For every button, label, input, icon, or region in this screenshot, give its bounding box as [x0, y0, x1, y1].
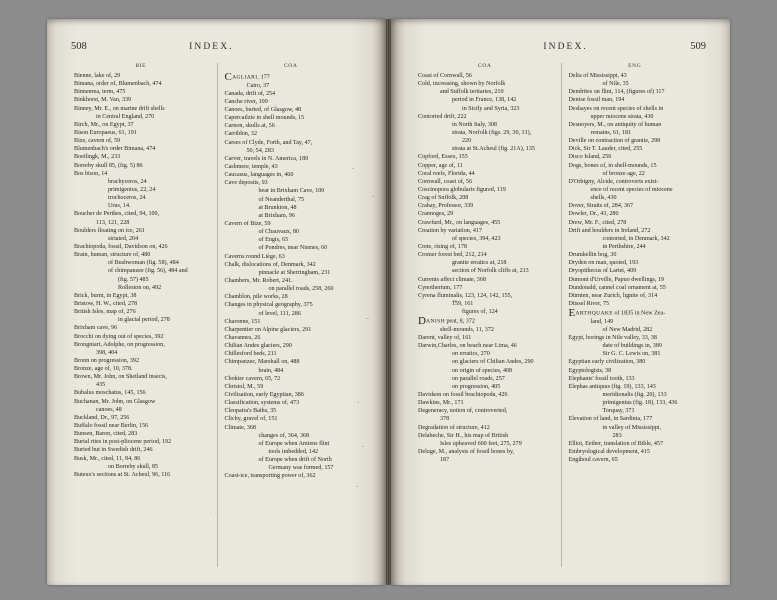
index-entry: date of buildings in, 389: [602, 343, 662, 350]
columns-left: [67, 63, 366, 567]
index-entry: Engihoul cavern, 65: [568, 457, 618, 464]
index-entry: Elevation of land, in Sardinia, 177: [568, 416, 653, 423]
index-entry: of Bushwoman (fig. 58), 484: [108, 260, 179, 267]
index-entry: Bronze, age of, 10, 378.: [74, 366, 133, 373]
index-entry: Drift and boulders in Ireland, 272: [568, 227, 651, 234]
index-entry: of New Madrid, 282: [602, 326, 653, 333]
index-entry: Delabeche, Sir H., his map of British: [418, 432, 509, 439]
index-entry: Crag of Suffolk, 208: [418, 195, 469, 202]
index-entry: tools imbedded, 142: [268, 448, 319, 455]
index-entry: of chimpanzee (fig. 56), 484 and: [108, 268, 188, 275]
index-entry: brachyceros, 24: [108, 178, 147, 185]
index-entry: Boetlingk, M., 233: [74, 154, 121, 161]
index-entry: at Brixham, 96: [258, 212, 295, 219]
index-entry: Elephants' fossil tooth, 133: [568, 375, 635, 382]
paper-speck: [356, 486, 358, 487]
index-entry: 435: [96, 382, 106, 389]
index-entry: of Neanderthal, 75: [258, 196, 305, 203]
column-right-1: [411, 63, 561, 567]
index-entry: Degeneracy, notion of, controverted,: [418, 408, 508, 415]
index-entry: on parallel roads, 258, 260: [268, 286, 334, 293]
index-entry: Climate, 368: [224, 424, 256, 431]
catchword-right-1: COA: [478, 63, 492, 69]
index-entry: Christol, M., 59: [224, 383, 264, 390]
index-entry: Cave deposits, 93: [224, 180, 268, 187]
index-entry: Buteux's sections at St. Acheul, 96, 116: [74, 471, 171, 478]
index-entry: Bunsen, Baron, cited, 283: [74, 431, 138, 438]
index-entry: Crawfurd, Mr., on languages, 455: [418, 219, 501, 226]
index-entry: Buckland, Dr., 97, 256: [74, 414, 130, 421]
catchword-left-2: COA: [284, 63, 298, 69]
index-entry: Chilian Andes glaciers, 290: [224, 343, 292, 350]
index-entry: Copford, Essex, 155: [418, 154, 468, 161]
index-entry: Copper, age of, 11: [418, 162, 463, 169]
index-entry: shell-mounds, 11, 372: [440, 326, 494, 333]
index-entry: Torquay, 371: [602, 408, 635, 415]
index-entry: Chambers, Mr. Robert, 241.: [224, 278, 293, 285]
index-entry: Crete, rising of, 178: [418, 243, 467, 250]
index-entry: Delta of Mississippi, 43: [568, 73, 627, 79]
index-entry: Coast-ice, transporting power of, 362: [224, 473, 316, 480]
index-entry: Darwin,Charles, on beach near Lima, 46: [418, 343, 517, 350]
index-entry: Burial rites in post-pliocene period, 192: [74, 439, 172, 446]
paper-speck: [357, 402, 359, 403]
index-entry: Dover, Straits of, 284, 367: [568, 203, 634, 210]
index-entry: in glacial period, 278: [118, 317, 170, 324]
index-entry: Buried hut in Swedish drift, 246: [74, 447, 153, 454]
index-entry: Canada, drift of, 254: [224, 90, 276, 97]
index-entry-list: [418, 73, 554, 465]
index-entry-list: [225, 73, 360, 481]
index-entry: Chillesford beds, 211: [224, 351, 277, 358]
index-entry: Desnoyers, M., on antiquity of human: [568, 121, 662, 128]
index-entry: Dumont d'Urville, Papuo dwellings, 19: [568, 276, 665, 283]
index-entry: Dendrites on flint, 114, (figures of) 117: [568, 89, 665, 96]
index-entry: granite erratics at, 218: [452, 260, 507, 267]
index-entry: Deshayes on recent species of shells in: [568, 105, 664, 112]
index-entry: Boucher de Perthes, cited, 94, 100,: [74, 211, 160, 218]
index-entry: 159, 161: [452, 300, 474, 307]
index-entry: Buchanan, Mr. John, on Glasgow: [74, 398, 156, 405]
index-entry: Egyptian early civilization, 380: [568, 359, 646, 366]
index-entry: in Central England, 270: [96, 113, 155, 120]
index-entry: Bison Europaeus, 61, 191: [74, 129, 137, 136]
index-entry-text: AGLIARI, 177: [232, 74, 270, 81]
index-entry: Embryological development, 415: [568, 448, 650, 455]
index-entry: primigenius (fig. 18), 133, 436: [602, 400, 678, 407]
index-entry: Brongniart, Adolphe, on progression,: [74, 341, 165, 348]
index-entry: Deville on contraction of granite, 298: [568, 138, 661, 145]
index-entry: Coscinopora globularis figured, 119: [418, 186, 506, 193]
index-entry: of Pondres, near Nismes, 60: [258, 245, 328, 252]
paper-speck: [362, 446, 364, 447]
index-entry: Brixham cave, 96: [74, 325, 118, 332]
index-entry: Caucasus, languages in, 460: [224, 172, 294, 179]
index-entry: shells, 430: [590, 195, 617, 202]
running-head-left: [47, 41, 386, 52]
index-entry: Egyptologists, 38: [568, 367, 612, 374]
index-entry: Cyrena fluminalis, 123, 124, 142, 155,: [418, 292, 513, 299]
index-entry: Bienne, lake of, 29: [74, 73, 121, 79]
index-entry: bear in Brixham Cave, 100: [258, 188, 325, 195]
index-entry: primigenius, 22, 24: [108, 186, 156, 193]
index-entry: in North Italy, 308: [452, 121, 497, 128]
index-entry: Birch, Mr., on Egypt, 37: [74, 121, 134, 128]
index-entry: Rolleston on, 492: [118, 284, 162, 291]
small-caps-heading: AGLIARI,: [232, 74, 260, 81]
index-entry: Cornwall, coast of, 56: [418, 178, 472, 185]
index-entry: Changes in physical geography, 375: [224, 302, 313, 309]
paper-speck: [300, 160, 301, 161]
index-entry: Bristow, H. W., cited, 278: [74, 300, 138, 307]
index-entry: Degradation of structure, 412: [418, 424, 490, 431]
index-entry: Binkhorst, M. Van, 339: [74, 97, 132, 104]
index-entry: Chamblon, pile works, 28: [224, 294, 288, 301]
index-entry: remains, 61, 181: [590, 129, 632, 136]
page-left: [47, 19, 386, 585]
index-entry: Canoes, buried, of Glasgow, 48: [224, 107, 302, 114]
index-entry: on Borreby skull, 85: [108, 463, 159, 470]
index-entry: land, 149: [590, 318, 614, 325]
index-entry: 50, 54, 283: [246, 147, 274, 154]
index-entry: Bos bison, 14: [74, 170, 108, 177]
running-head-right: [391, 41, 730, 52]
index-entry: Binney, Mr. E., on marine drift shells: [74, 105, 165, 112]
index-entry: Drew, Mr. F., cited, 278: [568, 219, 627, 226]
index-entry: Sir G. C. Lewis on, 381: [602, 351, 661, 358]
paper-speck: [640, 350, 641, 351]
index-entry: Contorted drift, 222: [418, 113, 467, 120]
index-entry: Dryopithecus of Lartet, 409: [568, 268, 637, 275]
index-entry: Borreby skull 85, (fig. 5) 86: [74, 162, 143, 169]
small-caps-heading: ARTHQUAKE: [575, 310, 613, 317]
index-entry: on glaciers of Chilian Andes, 290: [452, 359, 534, 366]
index-entry: on erratics, 270: [452, 351, 490, 358]
index-entry: Denise fossil man, 194: [568, 97, 625, 104]
index-entry: Davidson on fossil brachiopoda, 426: [418, 391, 508, 398]
index-entry: Coast of Cornwall, 56: [418, 73, 472, 79]
index-entry: Carver, travels in N. America, 189: [224, 155, 309, 162]
paper-speck: [372, 196, 374, 197]
index-entry: of Nile, 35: [602, 81, 629, 88]
index-entry-text: ARTHQUAKE of 1835 in New Zea-: [575, 310, 666, 317]
index-entry: Cairo, 37: [246, 82, 270, 89]
index-entry: Egypt, borings in Nile valley, 33, 38: [568, 335, 657, 341]
drop-capital: C: [224, 71, 233, 83]
running-title-left: INDEX.: [189, 42, 234, 52]
index-entry: upper miocene strata, 430: [590, 113, 654, 120]
paper-speck: [366, 318, 369, 319]
index-entry: Brain, human, structure of, 480: [74, 252, 151, 259]
index-entry-text: ANISH peat, 8, 372: [426, 318, 475, 325]
index-entry: Urus, 14.: [108, 203, 131, 210]
index-entry: strata, Norfolk (figs. 29, 30, 31),: [452, 129, 532, 136]
index-entry: of species, 394, 423: [452, 235, 501, 242]
index-entry: Carrildon, 32: [224, 131, 257, 138]
drop-capital: E: [568, 307, 576, 320]
index-entry: Charpentier on Alpine glaciers, 291: [224, 326, 312, 333]
index-entry: Busk, Mr., cited, 11, 84, 86: [74, 455, 141, 462]
index-entry: Brachiopoda, fossil, Davidson on, 426: [74, 243, 168, 250]
index-entry: Dundonald, cannel coal ornament at, 55: [568, 284, 666, 291]
index-entry: on origin of species, 408: [452, 367, 513, 374]
paper-speck: [470, 92, 472, 93]
index-entry: Bize, cavern of, 59: [74, 138, 121, 145]
index-entry: Coral reefs, Florida, 44: [418, 170, 475, 177]
index-entry: Canche river, 109: [224, 98, 268, 105]
index-entry: and Suffolk tertiaries, 210: [440, 89, 504, 96]
index-entry: Binnenrea, term, 475: [74, 89, 126, 96]
index-entry: British Isles, map of, 276: [74, 309, 136, 316]
index-entry: section of Norfolk cliffs at, 213: [452, 268, 529, 275]
index-entry: Germany was formed, 157: [268, 465, 334, 472]
index-entry: Carnon, skulls at, 56: [224, 123, 275, 130]
index-entry: on progression, 405: [452, 383, 501, 390]
catchword-right-2: ENG: [628, 63, 642, 69]
page-right: [391, 19, 730, 585]
running-title-right: INDEX.: [543, 42, 588, 52]
index-entry: Cleopatra's Baths, 35: [224, 408, 277, 415]
paper-speck: [452, 300, 457, 302]
index-entry: of bronze age, 22: [602, 170, 645, 177]
index-entry: Crannoges, 29: [418, 211, 454, 218]
index-entry: Chavannes, 26: [224, 335, 261, 341]
index-entry: Elephas antiquus (fig. 19), 133, 143: [568, 383, 656, 390]
column-left-2: [217, 63, 367, 567]
index-entry: Dowler, Dr., 43, 280: [568, 211, 619, 218]
index-entry: ence of recent species of miocene: [590, 186, 673, 193]
index-entry: of Europe when drift of North: [258, 457, 332, 464]
index-entry: Bimana, order of, Blumenbach, 474: [74, 81, 162, 88]
index-entry: 398, 404: [96, 349, 118, 356]
small-caps-heading: ANISH: [426, 318, 445, 325]
drop-capital: D: [418, 315, 427, 328]
folio-number-left: 508: [71, 41, 87, 52]
index-entry: Dryden on man, quoted, 193: [568, 260, 639, 267]
index-entry: Blumenbach's order Bimana, 474: [74, 146, 156, 153]
index-entry: Brown, Mr. John, on Shetland insects,: [74, 374, 167, 381]
index-entry: Bubalus moschatus, 145, 156: [74, 390, 146, 397]
index-entry: Cold, increasing, shown by Norfolk: [418, 81, 506, 88]
columns-right: [411, 63, 710, 567]
index-entry: Carses of Clyde, Forth, and Tay, 47,: [224, 139, 313, 146]
index-entry: of Chauvaux, 80: [258, 229, 299, 236]
index-entry: on parallel roads, 257: [452, 375, 505, 382]
index-entry: Disco Island, 256: [568, 154, 612, 161]
index-entry: Brocchi on dying out of species, 392: [74, 333, 164, 340]
index-entry: Isles upheaved 600 feet, 275, 279: [440, 440, 522, 447]
index-entry: Cynotherium, 177: [418, 284, 463, 291]
index-entry: trochoceros, 24: [108, 195, 146, 202]
index-entry: 220: [462, 138, 472, 145]
index-entry: in Sicily and Syria, 323: [462, 105, 520, 112]
index-entry: Brick, burnt, in Egypt, 38: [74, 292, 137, 299]
index-entry: Charonne, 151: [224, 318, 261, 325]
index-entry: 378: [440, 416, 450, 423]
index-entry: Buffalo fossil near Berlin, 156: [74, 423, 149, 430]
index-entry: Caverns round Liège, 63: [224, 253, 285, 260]
index-entry: Elliot, Eether, translation of Bible, 457: [568, 440, 664, 447]
index-entry-list: [74, 73, 210, 479]
column-left-1: [67, 63, 217, 567]
index-entry: Dogs, bones of, in shell-mounds, 15: [568, 162, 657, 169]
index-entry: Chokier cavern, 65, 72: [224, 375, 281, 382]
folio-number-right: 509: [690, 41, 706, 52]
index-entry: Boulders floating on ice, 261: [74, 227, 145, 234]
index-entry: meridionalis (fig. 20), 133: [602, 391, 667, 398]
index-entry: Currents affect climate, 368: [418, 276, 486, 283]
index-entry: Drumkellin bog, 30: [568, 252, 617, 259]
index-entry: Creation by variation, 417: [418, 227, 482, 234]
index-entry: pinnacle at Sherringham, 231: [258, 269, 331, 276]
index-entry: Civilisation, early Egyptian, 386: [224, 391, 304, 398]
index-entry: canoes, 48: [96, 406, 122, 413]
index-entry: [569, 309, 704, 318]
index-entry: Dürnten, near Zurich, lignite of, 314: [568, 292, 658, 299]
index-entry-list: [569, 73, 704, 465]
index-entry: Chalk, dislocations of, Denmark, 342: [224, 261, 316, 268]
index-entry: of level, 111, 286: [258, 310, 301, 317]
index-entry: Düssel River, 75: [568, 300, 610, 307]
index-entry: Bronn on progression, 392: [74, 357, 139, 364]
index-entry: changes of, 364, 368: [258, 432, 310, 439]
index-entry: of Engis, 65: [258, 237, 289, 244]
index-entry: (fig. 57) 485: [118, 276, 149, 283]
index-entry: Darent, valley of, 161: [418, 335, 472, 341]
index-entry: Cavern of Bize, 59: [224, 221, 271, 228]
index-entry: Classification, systems of, 473: [224, 400, 300, 407]
index-entry: 113, 121, 228: [96, 219, 130, 226]
index-entry: [418, 317, 554, 326]
column-right-2: [561, 63, 711, 567]
index-entry: at Brunkton, 48: [258, 204, 297, 211]
index-entry: strata at St.Acheul (fig. 21A), 135: [452, 146, 535, 153]
index-entry: Crahay, Professor, 339: [418, 203, 474, 210]
index-entry: Cromer forest bed, 212, 214: [418, 252, 487, 259]
index-entry: Dawkins, Mr., 171: [418, 400, 464, 407]
index-entry: Chimpanzee, Marshall on, 488: [224, 359, 300, 366]
index-entry: 283: [612, 432, 622, 439]
index-entry: Deluge, M., analysis of fossil bones by,: [418, 448, 515, 455]
catchword-left-1: BIE: [135, 63, 147, 69]
index-entry: figures of, 124: [462, 309, 498, 316]
index-entry: in valley of Mississippi,: [602, 424, 662, 431]
index-entry: of Europe when Amiens flint: [258, 440, 330, 447]
paper-speck: [352, 168, 354, 169]
index-entry: D'Orbigny, Alcide, controverts exist-: [568, 178, 659, 185]
index-entry: Capercailzie in shell mounds, 15: [224, 115, 305, 122]
index-entry: 187: [440, 457, 450, 464]
paper-speck: [210, 512, 211, 513]
index-entry: brain, 484: [258, 367, 284, 374]
index-entry: period in France, 138, 142: [452, 97, 517, 104]
index-entry: in Perthshire, 244: [602, 243, 646, 250]
index-entry: Clichy, gravel of, 151: [224, 416, 278, 423]
index-entry: striated, 204: [108, 235, 139, 242]
index-entry: Cashmere, temple, 43: [224, 164, 278, 171]
index-entry: Dick, Sir T. Lauder, cited, 255: [568, 146, 643, 153]
index-entry: contorted, in Denmark, 342: [602, 235, 670, 242]
index-entry: [225, 73, 360, 82]
